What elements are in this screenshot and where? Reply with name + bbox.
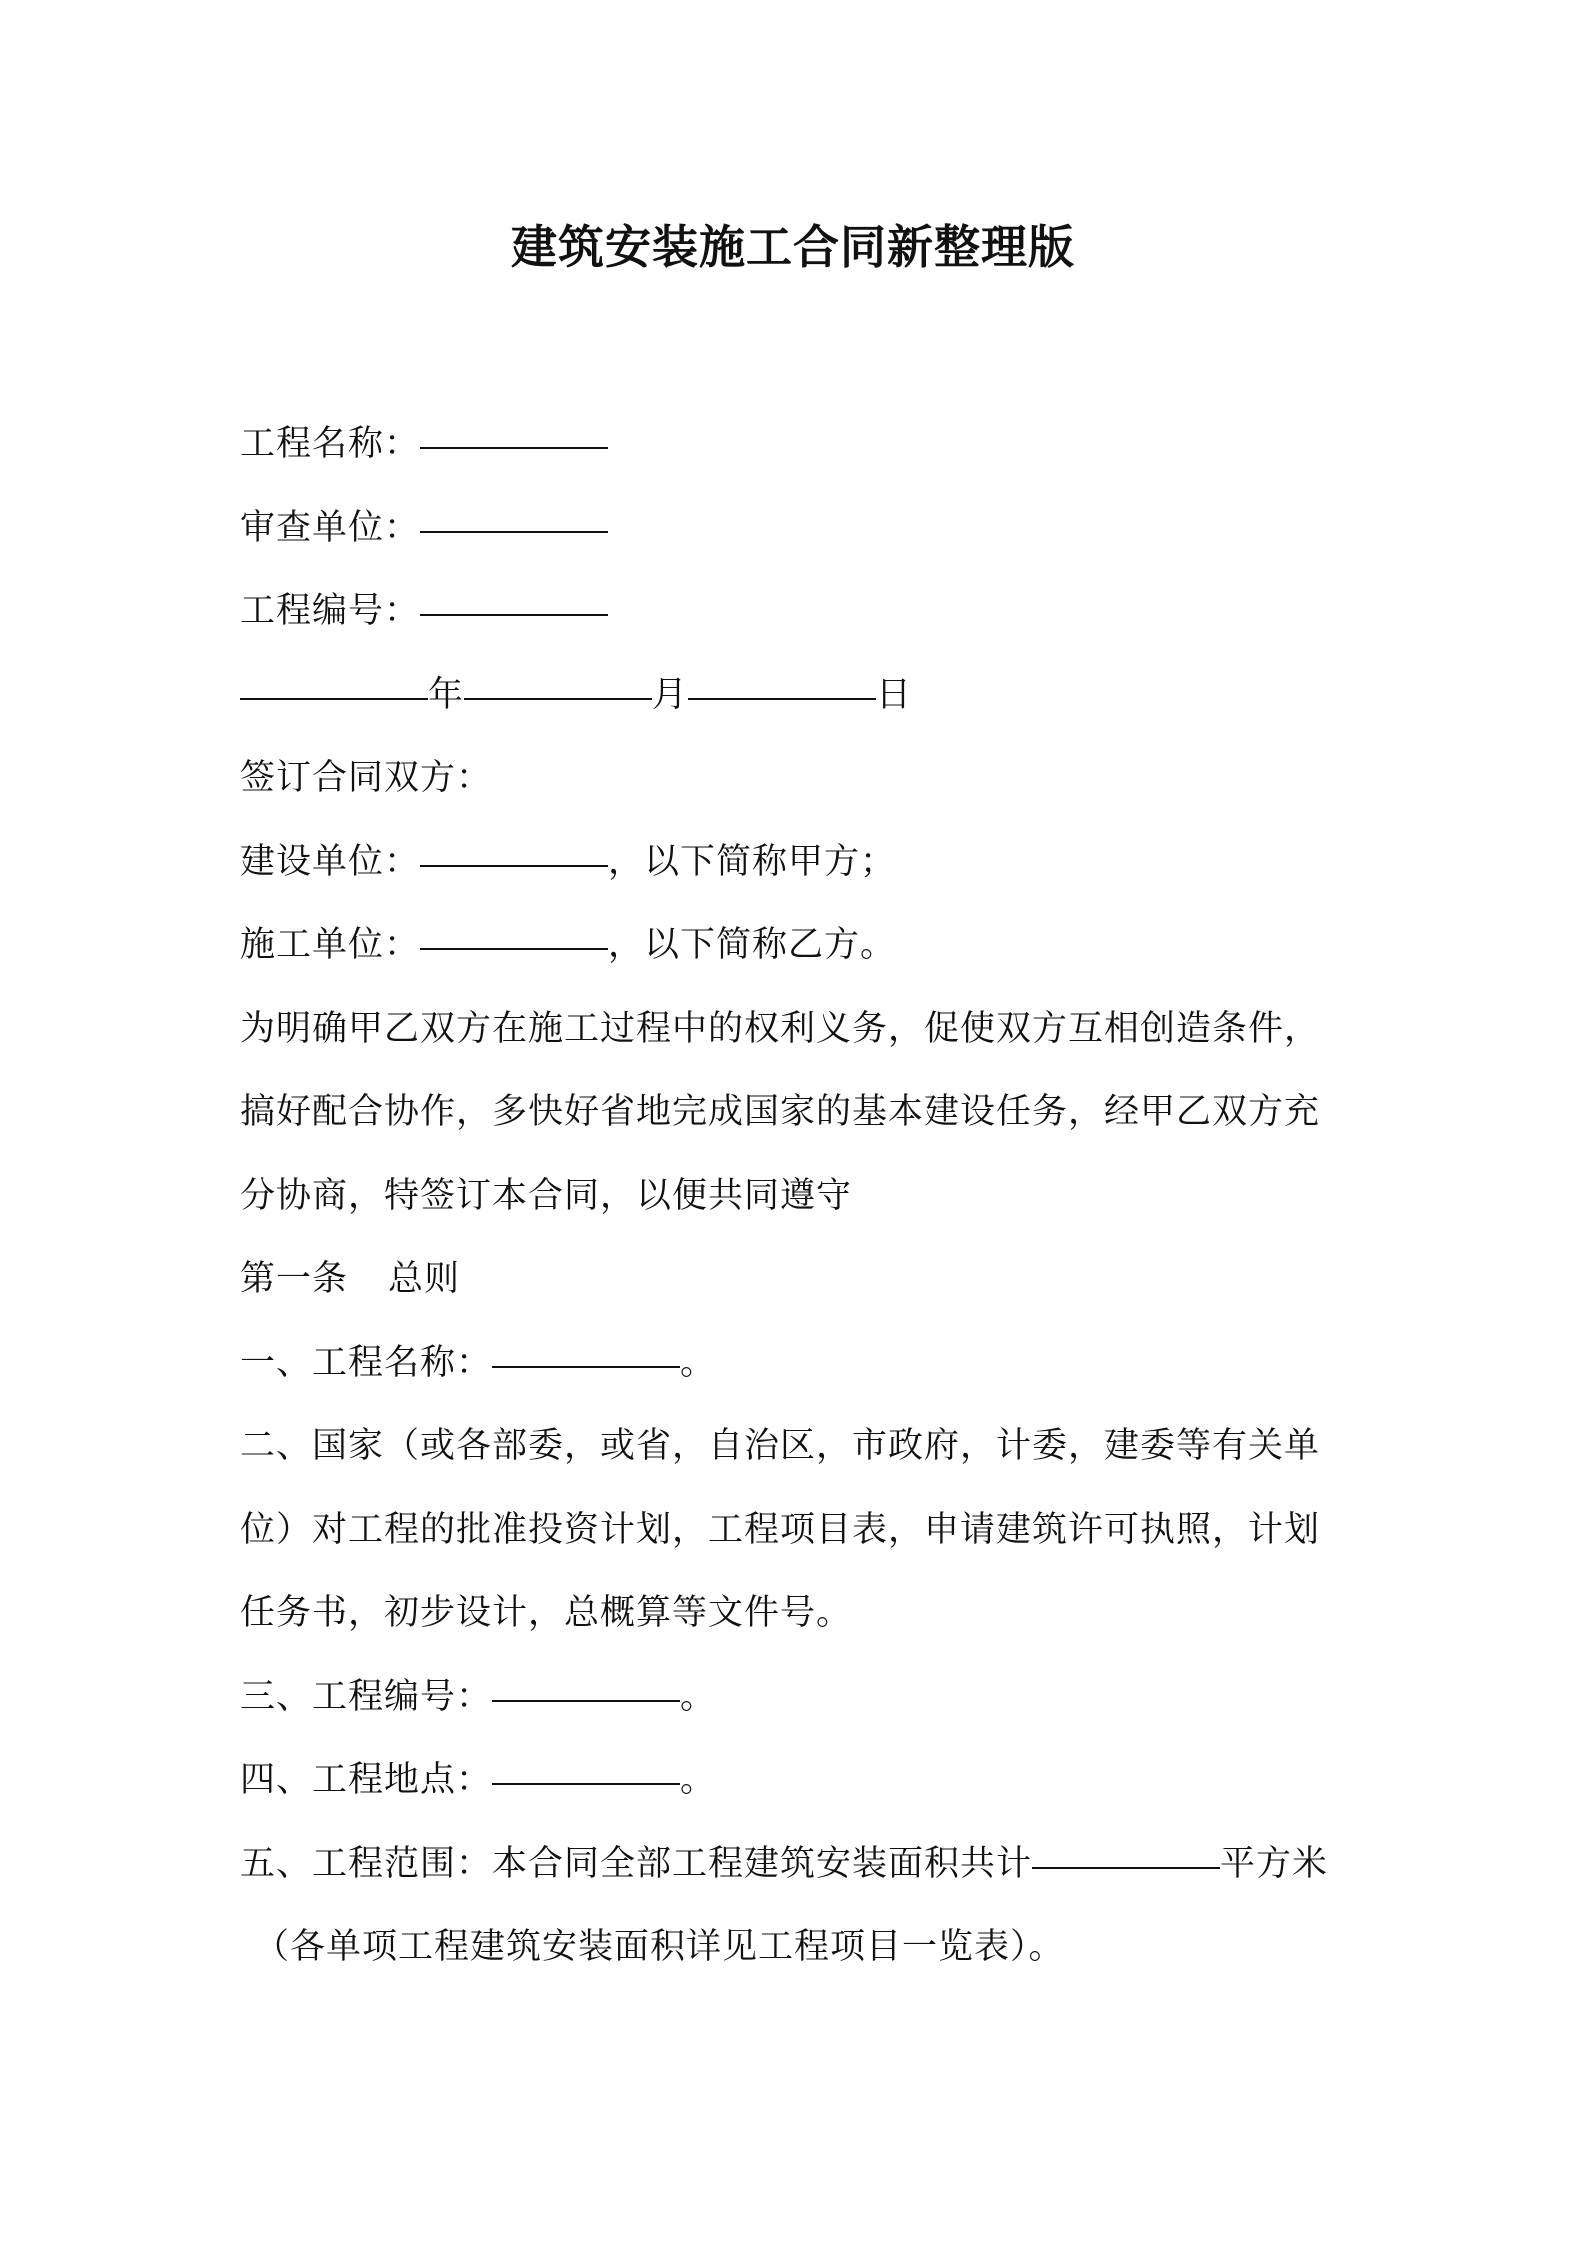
preamble-line-3: 分协商，特签订本合同，以便共同遵守	[240, 1175, 853, 1216]
day-label: 日	[876, 674, 913, 715]
document-title: 建筑安装施工合同新整理版	[511, 220, 1075, 274]
month-blank	[464, 664, 652, 700]
review-unit-blank	[420, 497, 608, 533]
item3-end: 。	[680, 1676, 717, 1717]
party-b-line	[240, 904, 1360, 988]
project-name-line	[240, 403, 1360, 487]
item5-unit: 平方米	[1220, 1843, 1329, 1884]
day-blank	[688, 664, 876, 700]
article1-number: 第一条	[240, 1259, 349, 1299]
date-line	[240, 654, 1360, 738]
item1-label: 一、工程名称：	[240, 1342, 493, 1383]
item1-blank	[492, 1332, 680, 1368]
review-unit-label: 审查单位：	[240, 507, 421, 548]
project-number-label: 工程编号：	[240, 591, 421, 631]
item4-blank	[492, 1749, 680, 1785]
party-a-line	[240, 821, 1360, 905]
item1-line	[240, 1322, 1360, 1406]
item2-line-2: 位）对工程的批准投资计划，工程项目表，申请建筑许可执照，计划	[240, 1509, 1321, 1550]
item5-line	[240, 1823, 1360, 1907]
item4-line	[240, 1739, 1360, 1823]
preamble-line-2: 搞好配合协作，多快好省地完成国家的基本建设任务，经甲乙双方充	[240, 1092, 1321, 1132]
party-b-blank	[420, 914, 608, 950]
project-number-line	[240, 570, 1360, 654]
item2-line-3: 任务书，初步设计，总概算等文件号。	[240, 1593, 853, 1633]
review-unit-line	[240, 487, 1360, 571]
party-a-label: 建设单位：	[240, 841, 421, 882]
project-name-label: 工程名称：	[240, 424, 421, 464]
party-a-blank	[420, 831, 608, 867]
party-b-suffix: ，以下简称乙方。	[608, 925, 897, 965]
project-number-blank	[420, 580, 608, 616]
parties-heading: 签订合同双方：	[240, 758, 493, 798]
item4-end: 。	[680, 1760, 717, 1800]
month-label: 月	[652, 674, 689, 715]
article1-heading	[240, 1238, 1360, 1322]
project-name-blank	[420, 413, 608, 449]
party-a-suffix: ，以下简称甲方；	[608, 841, 897, 882]
item5-note: （各单项工程建筑安装面积详见工程项目一览表）。	[254, 1927, 1065, 1967]
item3-line	[240, 1656, 1360, 1740]
party-b-label: 施工单位：	[240, 925, 421, 965]
item3-blank	[492, 1666, 680, 1702]
preamble-line-1: 为明确甲乙双方在施工过程中的权利义务，促使双方互相创造条件，	[240, 1008, 1321, 1049]
article1-name: 总则	[388, 1259, 461, 1299]
item2-line-1: 二、国家（或各部委，或省，自治区，市政府，计委，建委等有关单	[240, 1426, 1321, 1466]
item3-label: 三、工程编号：	[240, 1676, 493, 1717]
item1-end: 。	[680, 1342, 717, 1383]
item5-blank	[1032, 1833, 1220, 1869]
year-label: 年	[428, 674, 465, 715]
year-blank	[240, 664, 428, 700]
document-body	[240, 403, 1360, 1990]
item4-label: 四、工程地点：	[240, 1760, 493, 1800]
item5-prefix: 五、工程范围：本合同全部工程建筑安装面积共计	[240, 1843, 1033, 1884]
